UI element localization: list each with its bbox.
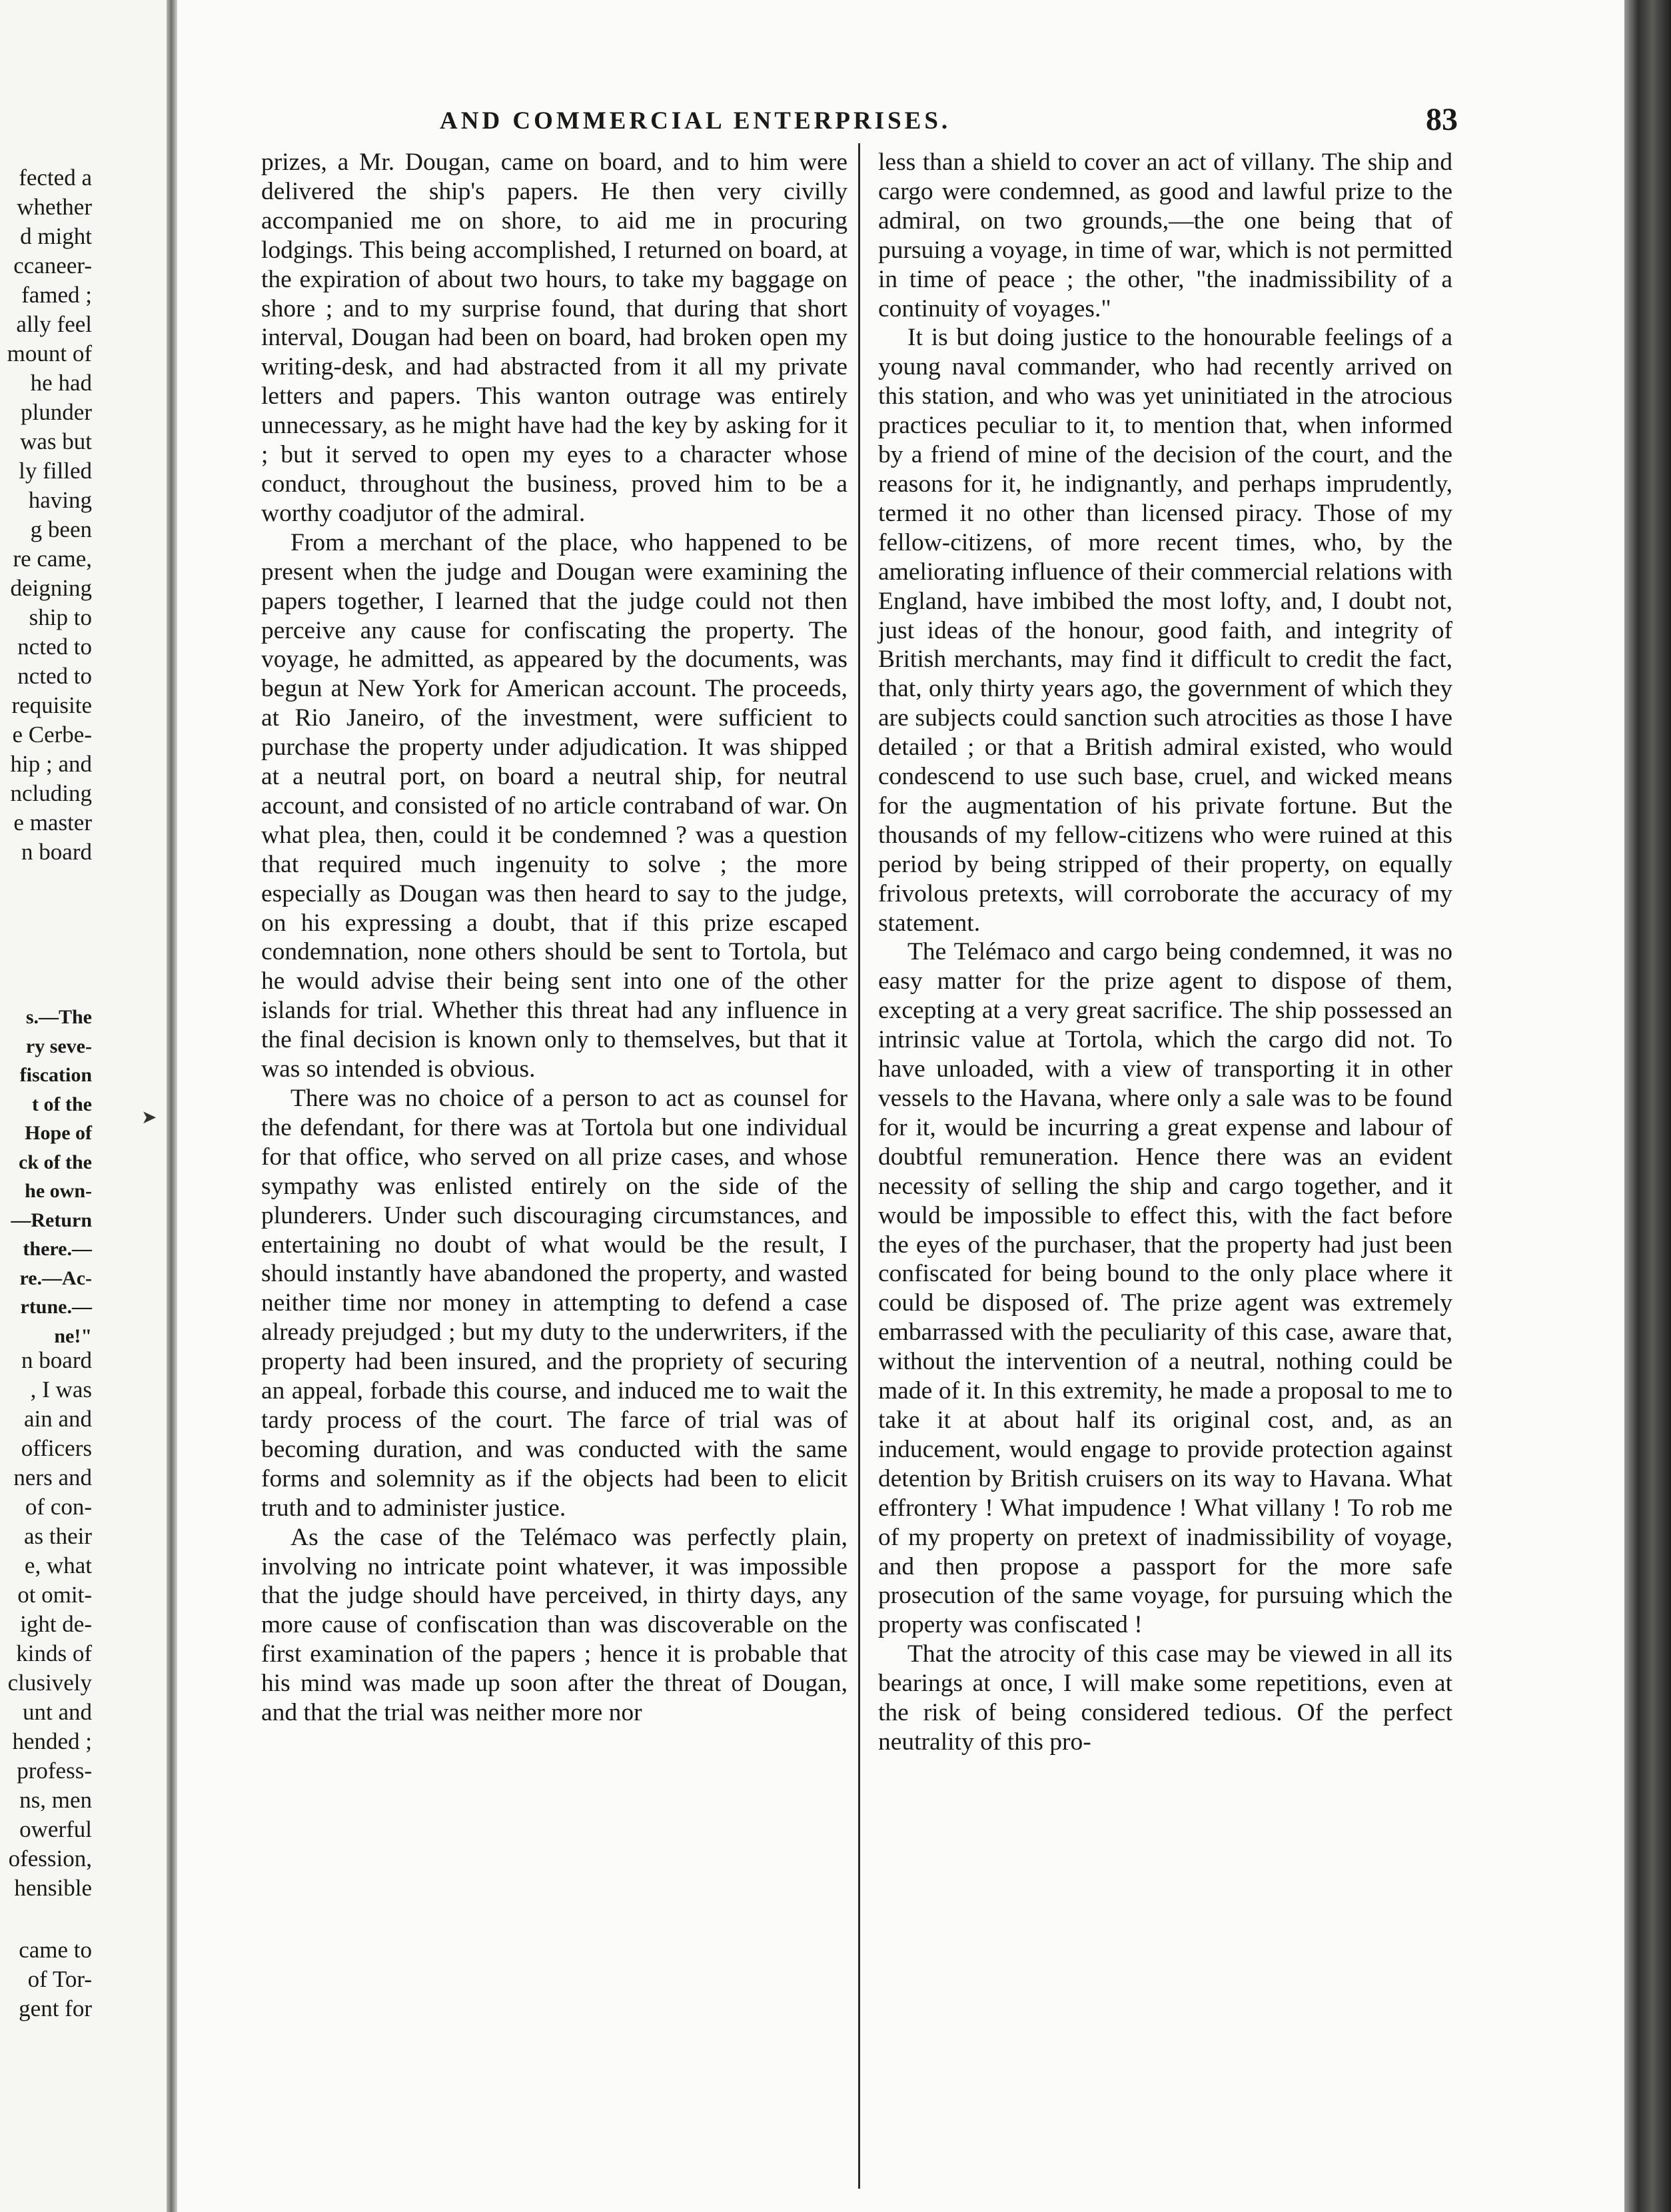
column-divider xyxy=(858,143,860,2189)
facing-line-fragment: s.—The xyxy=(25,1006,92,1028)
facing-line-fragment: mount of xyxy=(7,340,92,366)
facing-line-fragment: n board xyxy=(21,839,92,865)
paragraph: It is but doing justice to the honourable feelings of a young naval commander, who had recently arrived on this station, and who was yet uninitiated in the atrocious practices peculiar to it, to mention that, when informed by a friend of mine of the decision of the court, and the reasons for it, he indignantly, and perhaps imprudently, termed it no other than licensed piracy. Those of my fellow-citizens, of more recent times, who, by the ameliorating influence of their commercial relations with England, have imbibed the most lofty, and, I doubt not, just ideas of the honour, good faith, and integrity of British merchants, may find it difficult to credit the fact, that, only thirty years ago, the government of which they are subjects could sanction such atrocities as those I have detailed ; or that a British admiral existed, who would condescend to use such base, cruel, and wicked means for the augmentation of his private fortune. But the thousands of my fellow-citizens who were ruined at this period by being stripped of their property, on equally frivolous pretexts, will corroborate the accuracy of my statement. xyxy=(878,324,1452,937)
facing-line-fragment: owerful xyxy=(19,1816,92,1842)
facing-line-fragment: ly filled xyxy=(19,458,92,484)
facing-line-fragment: ncted to xyxy=(17,634,92,660)
facing-line-fragment: was but xyxy=(20,428,92,454)
facing-line-fragment: of Tor- xyxy=(27,1966,92,1992)
facing-line-fragment: fected a xyxy=(19,165,92,191)
facing-line-fragment: —Return xyxy=(11,1209,92,1231)
facing-line-fragment: he own- xyxy=(25,1180,92,1202)
facing-lower-fragments xyxy=(0,1346,92,1903)
facing-line-fragment: as their xyxy=(23,1523,92,1549)
facing-line-fragment: ns, men xyxy=(19,1787,92,1813)
left-text-column xyxy=(261,148,847,1728)
facing-line-fragment: hip ; and xyxy=(10,751,92,777)
page-number: 83 xyxy=(1426,102,1458,137)
paragraph: The Telémaco and cargo being condemned, it was no easy matter for the prize agent to dispose of them, excepting at a very great sacrifice. The ship possessed an intrinsic value at Tortola, which the cargo did not. To have unloaded, with a view of transporting it in other vessels to the Havana, where only a sale was to be found for it, would be incurring a great expense and labour of doubtful remuneration. Hence there was an evident necessity of selling the ship and cargo together, and it would be impossible to effect this, with the fact before the eyes of the purchaser, that the property had just been confiscated for being bound to the only place where it could be disposed of. The prize agent was extremely embarrassed with the peculiarity of this case, aware that, without the intervention of a neutral, nothing could be made of it. In this extremity, he made a proposal to me to take it at about half its original cost, and, as an inducement, would engage to provide protection against detention by British cruisers on its way to Havana. What effrontery ! What impudence ! What villany ! To rob me of my property on pretext of inadmissibility of voyage, and then propose a passport for the more safe prosecution of the same voyage, for pursuing which the property was confiscated ! xyxy=(878,938,1452,1639)
facing-line-fragment: e, what xyxy=(24,1552,92,1578)
facing-line-fragment: there.— xyxy=(23,1238,92,1260)
facing-line-fragment: plunder xyxy=(21,399,92,425)
facing-line-fragment: hended ; xyxy=(12,1728,92,1754)
facing-line-fragment: e master xyxy=(13,810,92,835)
facing-line-fragment: ncluding xyxy=(10,780,92,806)
facing-line-fragment: ry seve- xyxy=(25,1035,92,1057)
facing-line-fragment: re.—Ac- xyxy=(19,1267,92,1289)
paragraph: There was no choice of a person to act as counsel for the defendant, for there was at Tortola but one individual for that office, who served on all prize cases, and whose sympathy was enlisted entirely on the side of the plunderers. Under such discouraging circumstances, and entertaining no doubt of what would be the result, I should instantly have abandoned the property, and wasted neither time nor money in attempting to defend a case already prejudged ; but my duty to the underwriters, if the property had been insured, and the propriety of securing an appeal, forbade this course, and induced me to wait the tardy process of the court. The farce of trial was of becoming duration, and was conducted with the same forms and solemnity as if the objects had been to elicit truth and to administer justice. xyxy=(261,1085,847,1522)
facing-bottom-fragments xyxy=(0,1936,92,2023)
facing-line-fragment: came to xyxy=(19,1937,92,1963)
facing-line-fragment: re came, xyxy=(13,546,92,572)
facing-page-fragment xyxy=(0,0,175,2212)
facing-line-fragment: e Cerbe- xyxy=(12,722,92,748)
facing-line-fragment: having xyxy=(28,487,92,513)
paragraph: less than a shield to cover an act of villany. The ship and cargo were condemned, as good and lawful prize to the admiral, on two grounds,—the one being that of pursuing a voyage, in time of war, which is not permitted in time of peace ; the other, "the inadmissibility of a continuity of voyages." xyxy=(878,149,1452,322)
page-edge-shadow xyxy=(1624,0,1671,2212)
facing-line-fragment: clusively xyxy=(7,1670,92,1696)
facing-line-fragment: ot omit- xyxy=(17,1582,92,1608)
facing-line-fragment: officers xyxy=(21,1435,92,1461)
paragraph: That the atrocity of this case may be viewed in all its bearings at once, I will make some repetitions, even at the risk of being considered tedious. Of the perfect neutrality of this pro- xyxy=(878,1640,1452,1756)
facing-line-fragment: ofession, xyxy=(8,1846,92,1872)
paragraph: As the case of the Telémaco was perfectly plain, involving no intricate point whatever, it was impossible that the judge should have perceived, in thirty days, any more cause of confiscation than was discoverable on the first examination of the papers ; hence it is probable that his mind was made up soon after the threat of Dougan, and that the trial was neither more nor xyxy=(261,1523,847,1727)
facing-line-fragment: famed ; xyxy=(21,282,92,308)
facing-line-fragment: profess- xyxy=(17,1758,92,1784)
facing-line-fragment: d might xyxy=(20,223,92,249)
facing-line-fragment: , I was xyxy=(30,1377,92,1402)
facing-line-fragment: ain and xyxy=(23,1406,92,1432)
facing-line-fragment: ners and xyxy=(13,1464,92,1490)
facing-line-fragment: ight de- xyxy=(20,1611,92,1637)
margin-arrow-mark: ➤ xyxy=(141,1107,157,1128)
facing-line-fragment: fiscation xyxy=(19,1064,92,1086)
running-header: AND COMMERCIAL ENTERPRISES. xyxy=(440,107,951,135)
facing-line-fragment: ne!" xyxy=(54,1325,92,1347)
facing-line-fragment: deigning xyxy=(10,575,92,601)
facing-line-fragment: whether xyxy=(17,194,92,220)
facing-line-fragment: gent for xyxy=(19,1995,92,2021)
facing-line-fragment: ccaneer- xyxy=(13,253,92,278)
facing-line-fragment: Hope of xyxy=(25,1122,92,1144)
paragraph: From a merchant of the place, who happened to be present when the judge and Dougan were examining the papers together, I learned that the judge could not then perceive any cause for confiscating the property. The voyage, he admitted, as appeared by the documents, was begun at New York for American account. The proceeds, at Rio Janeiro, of the investment, were sufficient to purchase the property under adjudication. It was shipped at a neutral port, on board a neutral ship, for neutral account, and consisted of no article contraband of war. On what plea, then, could it be condemned ? was a question that required much ingenuity to solve ; the more especially as Dougan was then heard to say to the judge, on his expressing a doubt, that if this prize escaped condemnation, none others should be sent to Tortola, but he would advise their being sent into one of the other islands for trial. Whether this threat had any influence in the final decision is known only to themselves, but that it was so intended is obvious. xyxy=(261,528,847,1083)
facing-top-fragments xyxy=(0,163,92,867)
facing-line-fragment: rtune.— xyxy=(20,1296,92,1318)
facing-line-fragment: of con- xyxy=(25,1494,92,1520)
book-gutter xyxy=(167,0,177,2212)
facing-line-fragment: ship to xyxy=(29,604,92,630)
facing-line-fragment: hensible xyxy=(14,1875,92,1901)
facing-line-fragment: kinds of xyxy=(16,1640,92,1666)
facing-line-fragment: he had xyxy=(30,370,92,396)
facing-line-fragment: ally feel xyxy=(16,311,92,337)
facing-line-fragment: ck of the xyxy=(19,1151,92,1173)
facing-line-fragment: g been xyxy=(30,516,92,542)
facing-line-fragment: unt and xyxy=(22,1699,92,1725)
facing-line-fragment: requisite xyxy=(11,692,92,718)
facing-contents-fragments xyxy=(0,1003,92,1351)
paragraph: prizes, a Mr. Dougan, came on board, and to him were delivered the ship's papers. He then very civilly accompanied me on shore, to aid me in procuring lodgings. This being accomplished, I returned on board, at the expiration of about two hours, to take my baggage on shore ; and to my surprise found, that during that short interval, Dougan had been on board, had broken open my writing-desk, and had abstracted from it all my private letters and papers. This wanton outrage was entirely unnecessary, as he might have had the key by asking for it ; but it served to open my eyes to a character whose conduct, throughout the business, proved him to be a worthy coadjutor of the admiral. xyxy=(261,149,847,527)
facing-line-fragment: t of the xyxy=(32,1093,92,1115)
facing-line-fragment: n board xyxy=(21,1347,92,1373)
right-text-column xyxy=(878,148,1452,1757)
facing-line-fragment: ncted to xyxy=(17,663,92,689)
